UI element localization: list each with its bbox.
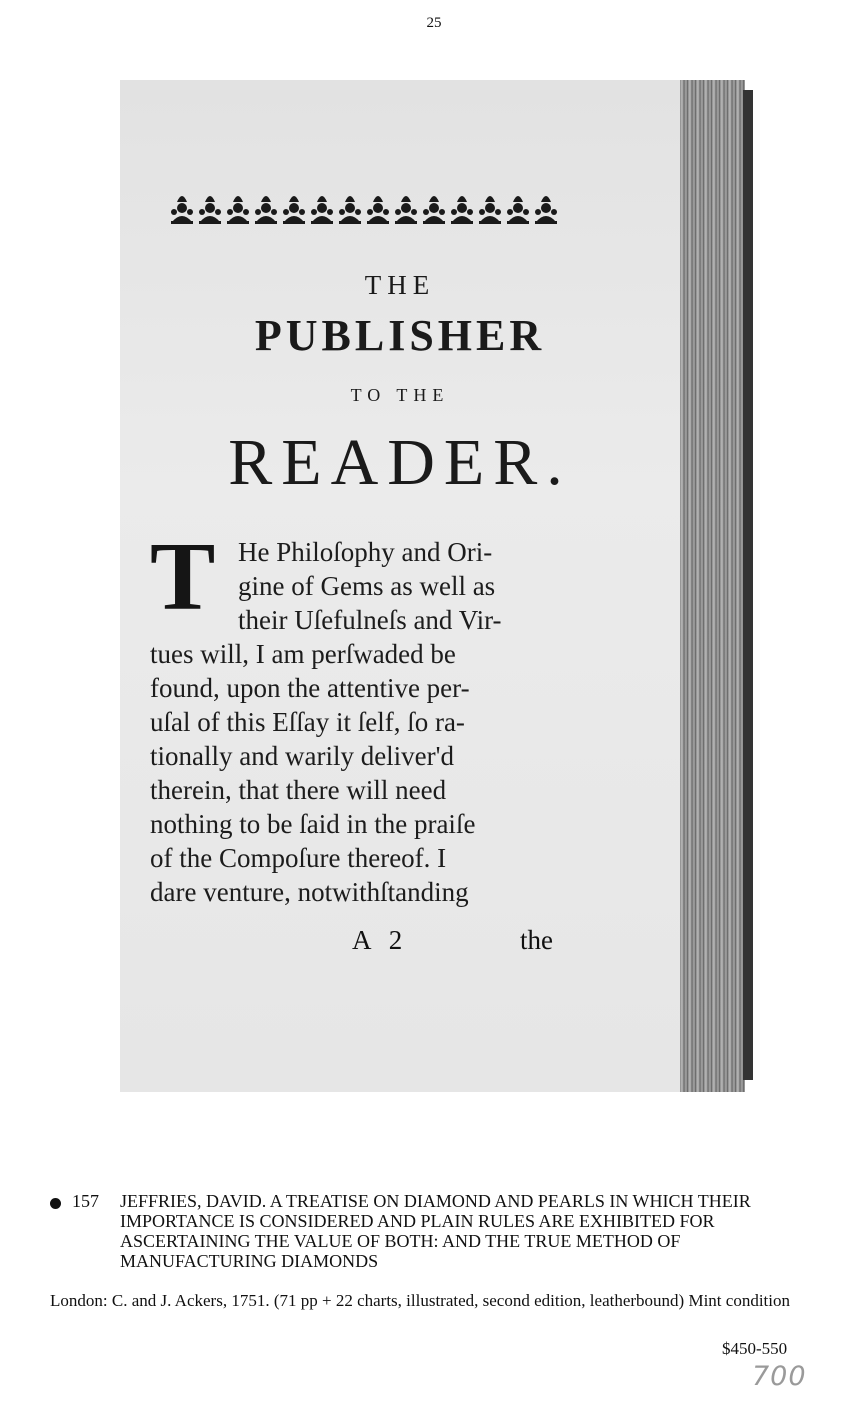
catchword: the xyxy=(520,925,553,955)
body-line: He Philoſophy and Ori- xyxy=(238,537,493,567)
book-page-edges xyxy=(680,80,745,1092)
lot-description: London: C. and J. Ackers, 1751. (71 pp + 22 charts, illustrated, second edition, leatherbound) Mint condition xyxy=(50,1291,790,1310)
body-line: found, upon the attentive per- xyxy=(150,673,470,703)
body-line: therein, that there will need xyxy=(150,775,447,805)
body-line: their Uſefulneſs and Vir- xyxy=(238,605,502,635)
book-page-photo xyxy=(120,80,745,1092)
title-publisher: PUBLISHER xyxy=(254,311,546,360)
body-line: dare venture, notwithſtanding xyxy=(150,877,469,907)
body-line: nothing to be ſaid in the praiſe xyxy=(150,809,476,839)
body-line: gine of Gems as well as xyxy=(238,571,496,601)
handwritten-price: 700 xyxy=(752,1361,807,1392)
lot-number: 157 xyxy=(72,1191,99,1211)
title-to-the: TO THE xyxy=(350,385,450,405)
body-line: uſal of this Eſſay it ſelf, ſo ra- xyxy=(150,707,465,737)
body-line: tionally and warily deliver'd xyxy=(150,741,455,771)
body-line: of the Compoſure thereof. I xyxy=(150,843,447,873)
title-reader: READER. xyxy=(228,426,572,499)
fleuron-ornament-band xyxy=(168,188,573,226)
title-the: THE xyxy=(364,270,436,300)
page-number: 25 xyxy=(426,15,442,31)
signature-mark: A 2 xyxy=(352,925,409,955)
drop-cap: T xyxy=(150,523,216,631)
lot-estimate: $450-550 xyxy=(722,1339,788,1358)
book-leaf xyxy=(120,80,680,1092)
lot-heading: JEFFRIES, DAVID. A TREATISE ON DIAMOND AND PEARLS IN WHICH THEIR IMPORTANCE IS CONSIDERED AND PLAIN RULES ARE EXHIBITED FOR ASCERTAINING THE VALUE OF BOTH: AND THE TRUE METHOD OF MANUFACTURING DIAMONDS xyxy=(120,1191,751,1271)
lot-bullet-icon xyxy=(50,1198,61,1209)
body-line: tues will, I am perſwaded be xyxy=(150,639,456,669)
